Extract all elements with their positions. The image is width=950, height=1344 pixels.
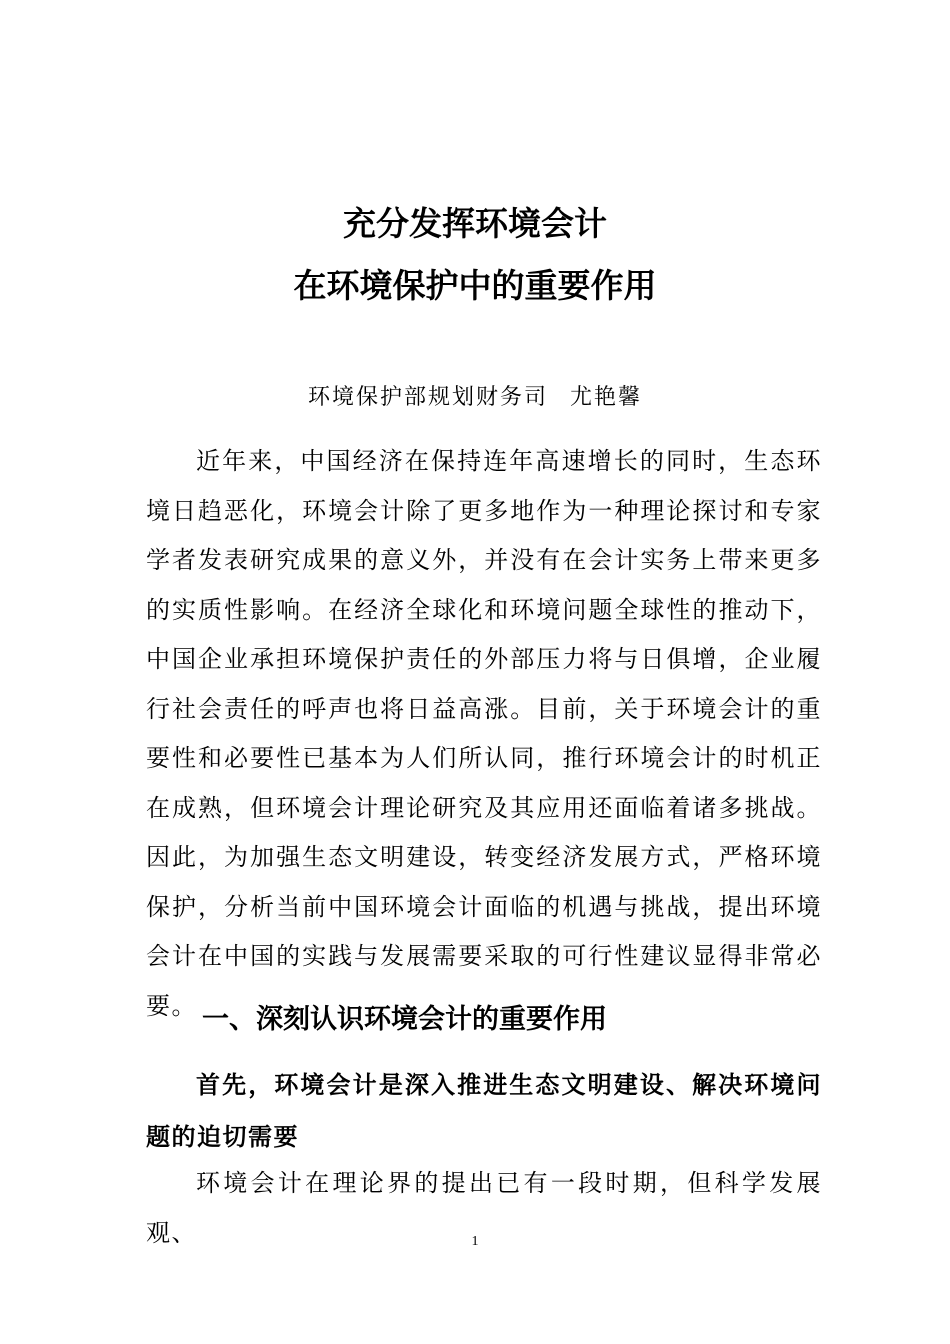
page-number: 1 bbox=[471, 1234, 479, 1249]
subsection-heading-1: 首先，环境会计是深入推进生态文明建设、解决环境问题的迫切需要 bbox=[146, 1070, 822, 1151]
author-name: 尤艳馨 bbox=[570, 385, 643, 410]
body-paragraph-2: 环境会计在理论界的提出已有一段时期，但科学发展观、 bbox=[146, 1169, 822, 1247]
body-paragraph-1: 近年来，中国经济在保持连年高速增长的同时，生态环境日趋恶化，环境会计除了更多地作为一种理论探讨和专家学者发表研究成果的意义外，并没有在会计实务上带来更多的实质性影响。在经济全球化和环境问题全球性的推动下，中国企业承担环境保护责任的外部压力将与日俱增，企业履行社会责任的呼声也将日益高涨。目前，关于环境会计的重要性和必要性已基本为人们所认同，推行环境会计的时机正在成熟，但环境会计理论研究及其应用还面临着诸多挑战。因此，为加强生态文明建设，转变经济发展方式，严格环境保护，分析当前中国环境会计面临的机遇与挑战，提出环境会计在中国的实践与发展需要采取的可行性建议显得非常必要。 bbox=[146, 447, 822, 1020]
title-line-2: 在环境保护中的重要作用 bbox=[293, 266, 657, 305]
section-heading-1: 一、深刻认识环境会计的重要作用 bbox=[202, 1004, 607, 1035]
title-line-1: 充分发挥环境会计 bbox=[343, 204, 607, 243]
author-organization: 环境保护部规划财务司 bbox=[307, 385, 548, 410]
author-byline bbox=[0, 383, 950, 413]
